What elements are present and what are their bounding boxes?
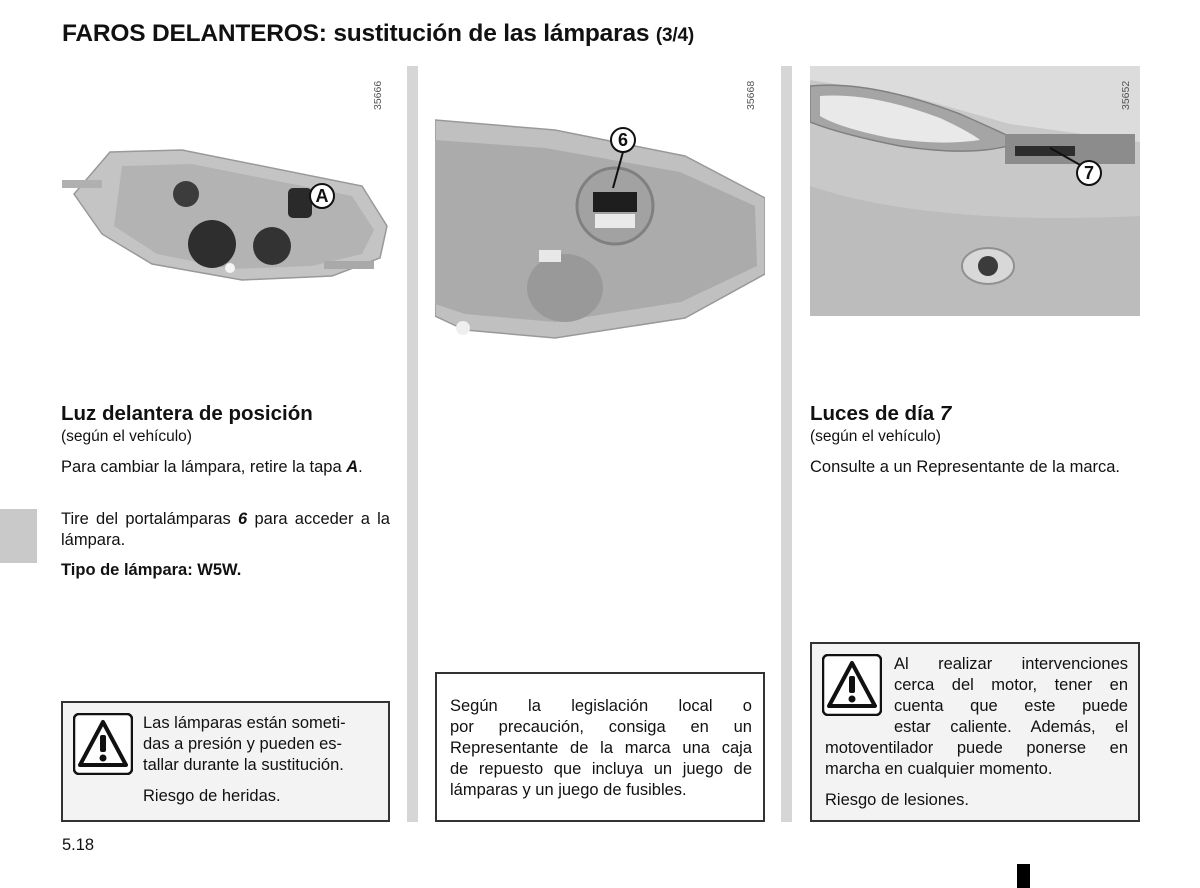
warning-text-engine-bottom: motoventilador puede ponerse en marcha en cualquier momento. Riesgo de lesiones. — [825, 739, 1128, 809]
reference-6: 6 — [238, 510, 248, 528]
chapter-side-tab — [0, 509, 37, 563]
instruction-paragraph-cap: Para cambiar la lámpara, retire la tapa A. — [61, 458, 363, 476]
warning-text-engine-top: Al realizar intervenciones cerca del motor, tener en cuenta que este puede estar caliente. Además, el — [894, 655, 1128, 736]
photo-reference-code: 35668 — [745, 80, 757, 110]
photo-reference-code: 35666 — [372, 80, 384, 110]
photo-reference-code: 35652 — [1120, 80, 1132, 110]
page-edge-marker — [1017, 864, 1030, 888]
car-front-photo — [810, 66, 1140, 366]
warning-triangle-icon — [822, 654, 882, 721]
lamp-holder-photo — [435, 66, 765, 366]
section-heading-position-light: Luz delantera de posición — [61, 402, 313, 425]
page-number: 5.18 — [62, 836, 95, 854]
page-title-main: FAROS DELANTEROS: sustitución de las lámparas — [62, 20, 650, 47]
callout-a: A — [309, 183, 335, 209]
section-subheading: (según el vehículo) — [61, 428, 192, 445]
headlamp-rear-photo — [62, 66, 392, 366]
instruction-paragraph-holder: Tire del portalámparas 6 para acceder a la lámpara. — [61, 510, 390, 549]
spare-kit-note-box — [435, 672, 765, 822]
reference-7: 7 — [939, 402, 952, 425]
car-front-illustration — [810, 66, 1140, 366]
page-title — [62, 20, 694, 48]
column-divider-right — [781, 66, 792, 822]
warning-box-lamps — [61, 701, 390, 822]
lamp-holder-illustration — [435, 66, 765, 366]
warning-triangle-icon — [73, 713, 133, 780]
callout-7: 7 — [1076, 160, 1102, 186]
section-heading-daytime-lights: Luces de día 7 — [810, 402, 952, 425]
spare-kit-note-text: Según la legislación local o por precaución, consiga en un Representante de la marca una caja de repuesto que incluya un juego de lámparas y un juego de fusibles. — [450, 697, 752, 799]
reference-a: A — [346, 458, 359, 476]
section-subheading: (según el vehículo) — [810, 428, 941, 445]
warning-box-engine — [810, 642, 1140, 822]
daytime-lights-paragraph: Consulte a un Representante de la marca. — [810, 458, 1121, 476]
callout-6: 6 — [610, 127, 636, 153]
page-title-suffix: (3/4) — [655, 25, 694, 46]
warning-text-lamps: Las lámparas están someti- das a presión y pueden es- tallar durante la sustitución. Riesgo de heridas. — [143, 714, 346, 805]
lamp-type-text: Tipo de lámpara: W5W. — [61, 561, 242, 579]
column-divider-left — [407, 66, 418, 822]
headlamp-rear-illustration — [62, 66, 392, 366]
